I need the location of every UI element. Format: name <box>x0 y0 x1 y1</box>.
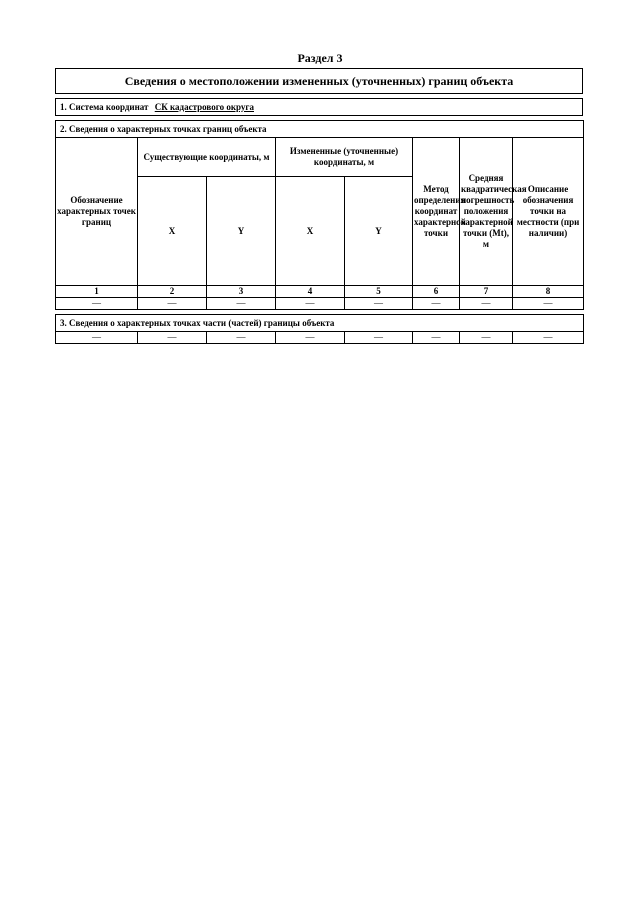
header-designation: Обозначение характерных точек границ <box>56 138 138 286</box>
column-numbers-row <box>56 286 584 298</box>
table-cell: — <box>413 332 460 344</box>
table-cell: — <box>513 332 584 344</box>
coord-system-value: СК кадастрового округа <box>154 101 254 112</box>
coord-system-row <box>56 99 583 116</box>
section-title: Раздел 3 <box>297 51 343 65</box>
header-rms-error: Средняя квадратическая погрешность положения характерной точки (Mt), м <box>460 138 513 286</box>
column-number: 7 <box>460 286 513 298</box>
header-existing-coords: Существующие координаты, м <box>138 138 276 177</box>
header-changed-coords: Измененные (уточненные) координаты, м <box>276 138 413 177</box>
table-cell: — <box>345 332 413 344</box>
table-cell: — <box>138 298 207 310</box>
column-number: 8 <box>513 286 584 298</box>
table-cell: — <box>345 298 413 310</box>
header-method: Метод определения координат характерной точки <box>413 138 460 286</box>
table-cell: — <box>207 298 276 310</box>
form-title-box <box>55 68 583 94</box>
form-title: Сведения о местоположении измененных (уточненных) границ объекта <box>56 69 583 94</box>
table-cell: — <box>460 332 513 344</box>
table-cell: — <box>460 298 513 310</box>
column-number: 4 <box>276 286 345 298</box>
table-row <box>56 332 584 344</box>
table-row <box>56 298 584 310</box>
header-y-changed: Y <box>345 177 413 286</box>
coord-system-box <box>55 98 583 116</box>
table-cell: — <box>138 332 207 344</box>
header-x-changed: X <box>276 177 345 286</box>
header-y-existing: Y <box>207 177 276 286</box>
column-number: 2 <box>138 286 207 298</box>
boundary-form <box>55 68 583 344</box>
table-cell: — <box>56 332 138 344</box>
table-cell: — <box>413 298 460 310</box>
table-cell: — <box>276 332 345 344</box>
section3-label: 3. Сведения о характерных точках части (частей) границы объекта <box>56 315 584 332</box>
points-table <box>55 120 584 310</box>
column-number: 3 <box>207 286 276 298</box>
table-cell: — <box>513 298 584 310</box>
table-cell: — <box>56 298 138 310</box>
column-number: 5 <box>345 286 413 298</box>
table-cell: — <box>207 332 276 344</box>
table-cell: — <box>276 298 345 310</box>
section2-label: 2. Сведения о характерных точках границ объекта <box>56 121 584 138</box>
column-number: 6 <box>413 286 460 298</box>
header-x-existing: X <box>138 177 207 286</box>
coord-system-label: 1. Система координат <box>60 101 149 112</box>
column-number: 1 <box>56 286 138 298</box>
part-points-table <box>55 314 584 344</box>
header-description: Описание обозначения точки на местности (при наличии) <box>513 138 584 286</box>
